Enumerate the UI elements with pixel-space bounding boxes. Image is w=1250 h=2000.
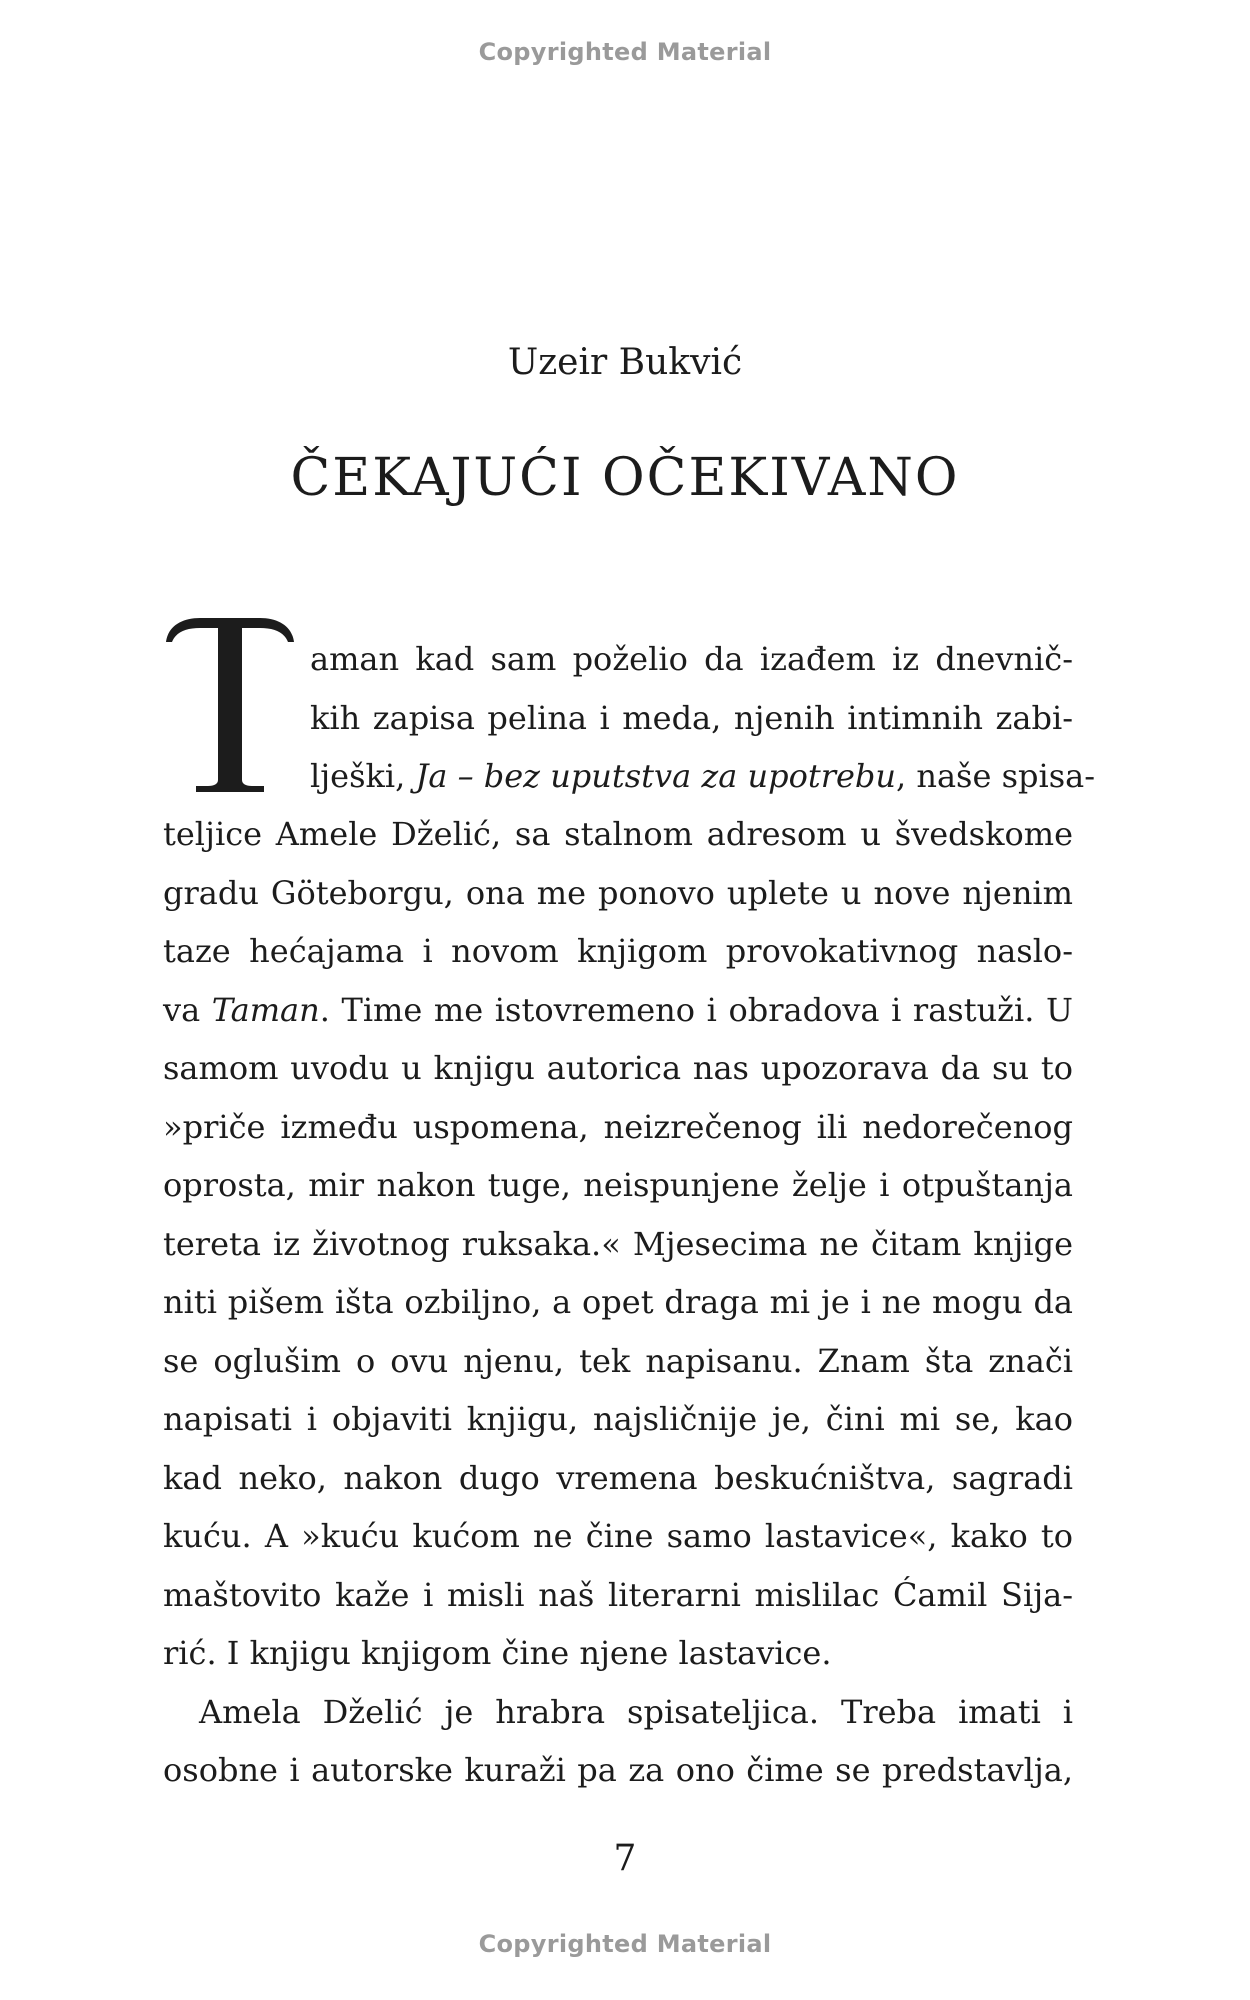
chapter-title: ČEKAJUĆI OČEKIVANO (290, 448, 960, 508)
italic-book-title: Ja – bez uputstva za upotrebu (415, 757, 897, 795)
page-number: 7 (613, 1838, 637, 1879)
text-line: teljice Amele Dželić, sa stalnom adresom u švedskome (163, 815, 1073, 853)
paragraph-1-body (163, 805, 1073, 1800)
text-line: napisati i objaviti knjigu, najsličnije je, čini mi se, kao (163, 1400, 1073, 1438)
drop-cap-letter (160, 612, 300, 794)
text-line: aman kad sam poželio da izađem iz dnevnič- (310, 640, 1073, 678)
text-line: taze hećajama i novom knjigom provokativnog naslo- (163, 932, 1073, 970)
text-line: lješki, Ja – bez uputstva za upotrebu, naše spisa- (310, 757, 1096, 795)
text-line: samom uvodu u knjigu autorica nas upozorava da su to (163, 1049, 1073, 1087)
text-line: rić. I knjigu knjigom čine njene lastavice. (163, 1634, 832, 1672)
paragraph-2-line: Amela Dželić je hrabra spisateljica. Treba imati i (199, 1692, 1073, 1731)
italic-book-title: Taman (211, 990, 320, 1029)
text-line: »priče između uspomena, neizrečenog ili nedorečenog (163, 1107, 1073, 1146)
text-line: oprosta, mir nakon tuge, neispunjene želje i otpuštanja (163, 1166, 1073, 1204)
text-line: kad neko, nakon dugo vremena beskućništva, sagradi (163, 1458, 1073, 1497)
paragraph-1-dropcap-lines (310, 630, 1096, 806)
copyright-watermark-bottom: Copyrighted Material (478, 1930, 772, 1958)
text-line: kih zapisa pelina i meda, njenih intimnih zabi- (310, 698, 1073, 737)
copyright-watermark-top: Copyrighted Material (478, 38, 772, 66)
paragraph-2-line: osobne i autorske kuraži pa za ono čime se predstavlja, (163, 1751, 1073, 1789)
text-line: gradu Göteborgu, ona me ponovo uplete u nove njenim (163, 873, 1073, 912)
text-line: maštovito kaže i misli naš literarni mislilac Ćamil Sija- (163, 1575, 1073, 1614)
text-line: va Taman. Time me istovremeno i obradova i rastuži. U (163, 990, 1074, 1029)
text-line: niti pišem išta ozbiljno, a opet draga mi je i ne mogu da (163, 1283, 1073, 1321)
author-name: Uzeir Bukvić (507, 342, 743, 383)
text-line: kuću. A »kuću kućom ne čine samo lastavice«, kako to (163, 1517, 1073, 1555)
text-line: se oglušim o ovu njenu, tek napisanu. Znam šta znači (163, 1341, 1073, 1380)
text-line: tereta iz životnog ruksaka.« Mjesecima ne čitam knjige (163, 1224, 1073, 1263)
